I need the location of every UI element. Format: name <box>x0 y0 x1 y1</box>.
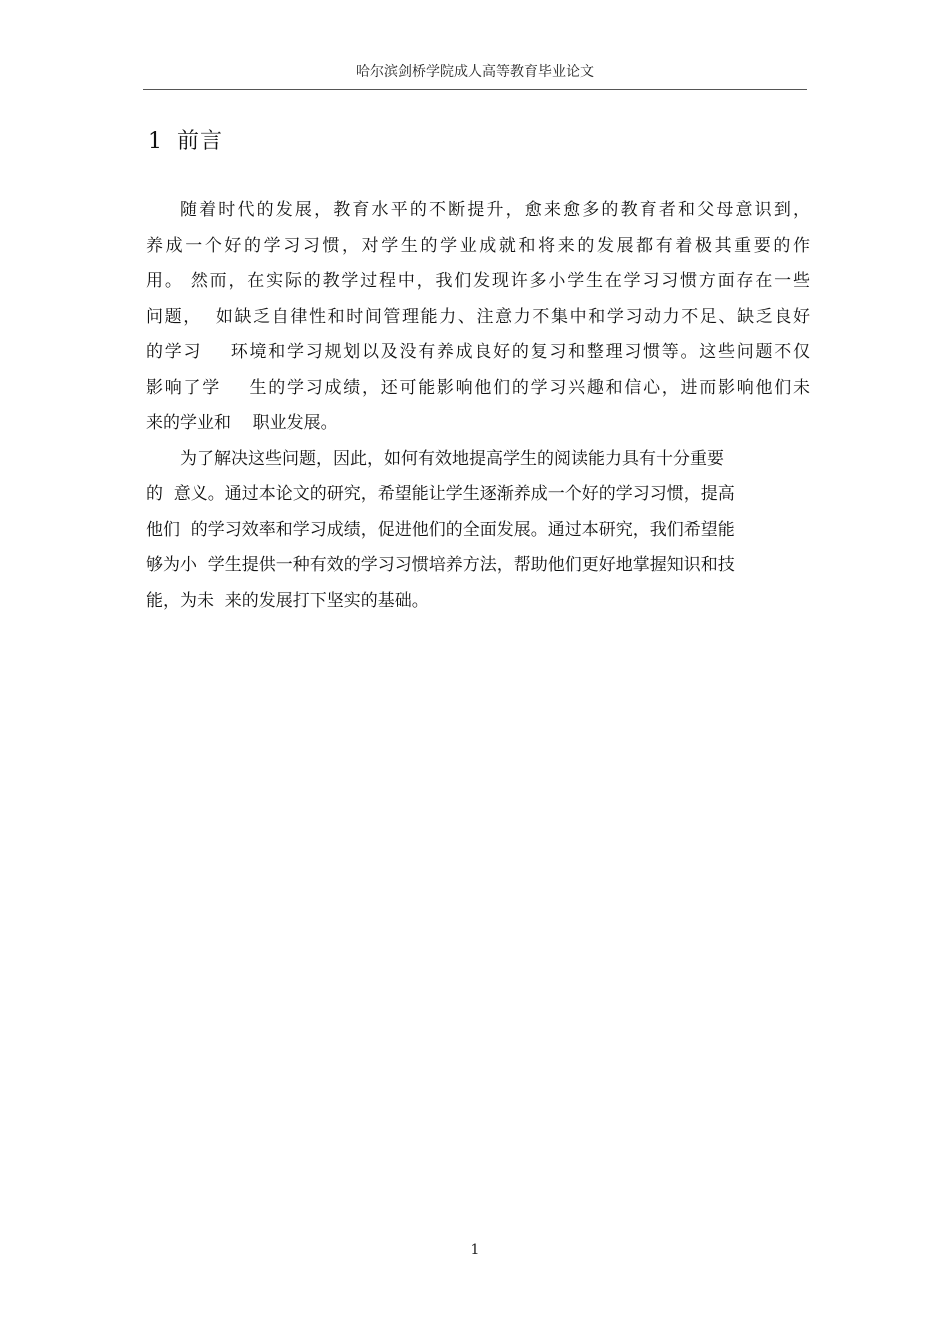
text-line: 够为小 学生提供一种有效的学习习惯培养方法，帮助他们更好地掌握知识和技 <box>146 555 735 575</box>
paragraph <box>146 193 810 442</box>
text-line: 用。 然而，在实际的教学过程中，我们发现许多小学生在学习习惯方面存在一些 <box>146 271 810 291</box>
text-line: 的 意义。通过本论文的研究，希望能让学生逐渐养成一个好的学习习惯，提高 <box>146 484 735 504</box>
section-title: 前言 <box>177 129 224 154</box>
text-line: 他们 的学习效率和学习成绩，促进他们的全面发展。通过本研究，我们希望能 <box>146 519 735 540</box>
header-rule <box>143 89 807 90</box>
body-text <box>146 193 810 619</box>
section-number: 1 <box>148 129 163 154</box>
text-line: 的学习 环境和学习规划以及没有养成良好的复习和整理习惯等。这些问题不仅 <box>146 342 810 362</box>
paragraph <box>146 442 810 620</box>
section-heading <box>148 126 223 158</box>
text-line: 随着时代的发展，教育水平的不断提升，愈来愈多的教育者和父母意识到， <box>180 200 810 220</box>
text-line: 养成一个好的学习习惯，对学生的学业成就和将来的发展都有着极其重要的作 <box>146 235 810 256</box>
text-line: 问题， 如缺乏自律性和时间管理能力、注意力不集中和学习动力不足、缺乏良好 <box>146 306 810 327</box>
text-line: 影响了学 生的学习成绩，还可能影响他们的学习兴趣和信心，进而影响他们未 <box>146 377 810 398</box>
text-line: 能，为未 来的发展打下坚实的基础。 <box>146 590 429 611</box>
page-header: 哈尔滨剑桥学院成人高等教育毕业论文 <box>356 64 594 80</box>
page-number: 1 <box>470 1242 480 1258</box>
text-line: 来的学业和 职业发展。 <box>146 413 338 433</box>
text-line: 为了解决这些问题，因此，如何有效地提高学生的阅读能力具有十分重要 <box>180 448 724 469</box>
